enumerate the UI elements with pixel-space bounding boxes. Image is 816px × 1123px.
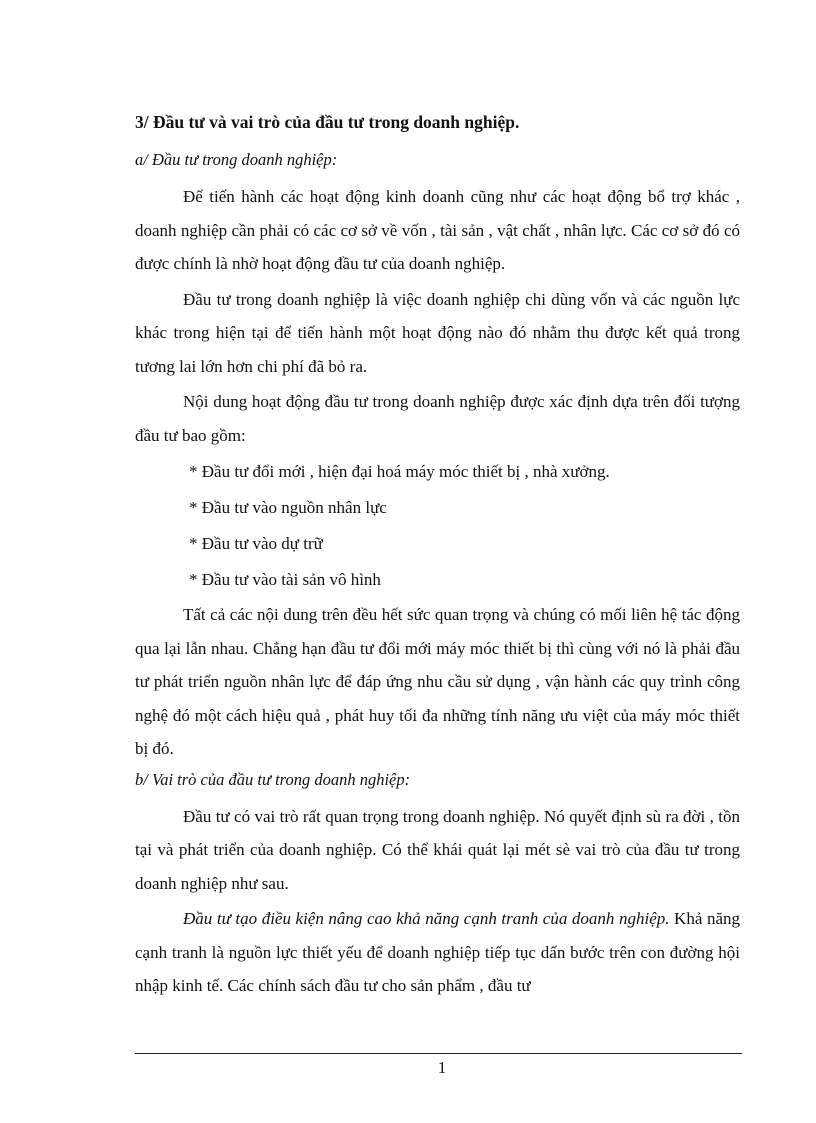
paragraph-a2: Đầu tư trong doanh nghiệp là việc doanh nghiệp chi dùng vốn và các nguồn lực khác trong hiện tại để tiến hành một hoạt động nào đó nhằm thu được kết quả trong tương lai lớn hơn chi phí đã bỏ ra. — [135, 289, 740, 376]
paragraph-a1: Để tiến hành các hoạt động kinh doanh cũng như các hoạt động bổ trợ khác , doanh nghiệp cần phải có các cơ sở về vốn , tài sản , vật chất , nhân lực. Các cơ sở đó có được chính là nhờ hoạt động đầu tư của doanh nghiệp. — [135, 187, 740, 273]
paragraph-b2 — [135, 902, 740, 1003]
page-number: 1 — [437, 1058, 447, 1077]
paragraph-a3: Nội dung hoạt động đầu tư trong doanh nghiệp được xác định dựa trên đối tượng đầu tư bao gồm: — [135, 392, 740, 445]
section-heading: 3/ Đầu tư và vai trò của đầu tư trong doanh nghiệp. — [135, 112, 520, 132]
footer-rule — [135, 1053, 742, 1054]
subsection-b-title: b/ Vai trò của đầu tư trong doanh nghiệp: — [135, 769, 411, 789]
bullet-item: * Đầu tư đổi mới , hiện đại hoá máy móc thiết bị , nhà xưởng. — [189, 462, 610, 481]
paragraph-a4: Tất cả các nội dung trên đều hết sức quan trọng và chúng có mối liên hệ tác động qua lại lẫn nhau. Chẳng hạn đầu tư đổi mới máy móc thiết bị thì cùng với nó là phải đầu tư phát triển nguồn nhân lực để đáp ứng nhu cầu sử dụng , vận hành các quy trình công nghệ đó một cách hiệu quả , phát huy tối đa những tính năng ưu việt của máy móc thiết bị đó. — [135, 605, 740, 758]
body-text — [135, 110, 740, 1005]
paragraph-b1: Đầu tư có vai trò rất quan trọng trong doanh nghiệp. Nó quyết định sù ra đời , tồn tại và phát triển của doanh nghiệp. Có thể khái quát lại mét sè vai trò của đầu tư trong doanh nghiệp như sau. — [135, 806, 740, 893]
bullet-item: * Đầu tư vào nguồn nhân lực — [189, 498, 387, 517]
subsection-a-title: a/ Đầu tư trong doanh nghiệp: — [135, 150, 338, 169]
paragraph-b2-rest: Khả năng cạnh tranh là nguồn lực thiết yếu để doanh nghiệp tiếp tục dấn bước trên con đường hội nhập kinh tế. Các chính sách đầu tư cho sản phẩm , đầu tư — [135, 909, 740, 995]
bullet-item: * Đầu tư vào tài sản vô hình — [189, 570, 381, 589]
bullet-item: * Đầu tư vào dự trữ — [189, 534, 323, 553]
paragraph-b2-lead: Đầu tư tạo điều kiện nâng cao khả năng cạnh tranh của doanh nghiệp. — [183, 909, 670, 928]
